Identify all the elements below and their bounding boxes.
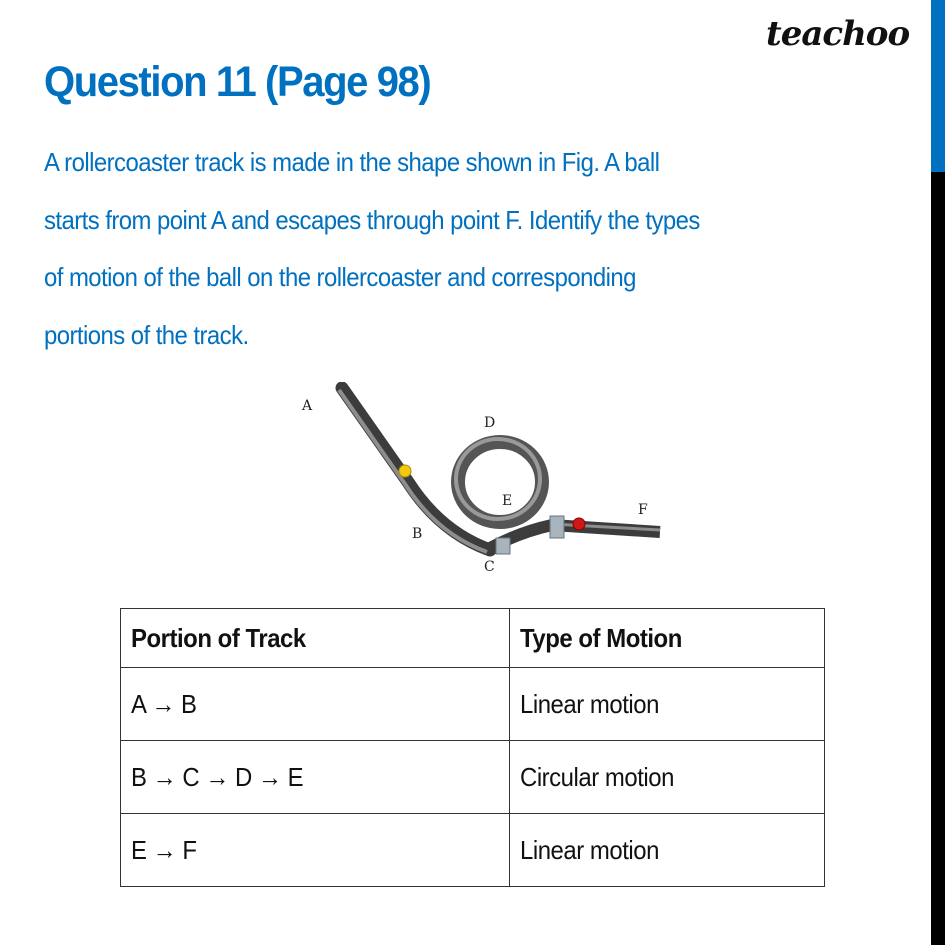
motion-cell: Linear motion xyxy=(510,814,825,887)
table-row xyxy=(121,814,825,887)
column-header-portion: Portion of Track xyxy=(121,609,510,668)
question-line: portions of the track. xyxy=(44,319,249,350)
teachoo-logo: teachoo xyxy=(766,14,910,54)
motion-table xyxy=(120,608,825,887)
table-row xyxy=(121,668,825,741)
portion-cell: A → B xyxy=(121,668,510,741)
motion-cell: Circular motion xyxy=(510,741,825,814)
point-label-c: C xyxy=(484,559,495,575)
question-line: A rollercoaster track is made in the shape shown in Fig. A ball xyxy=(44,147,660,177)
side-accent-bar xyxy=(931,0,945,172)
point-label-e: E xyxy=(502,493,513,509)
point-label-b: B xyxy=(412,526,423,542)
question-line: starts from point A and escapes through point F. Identify the types xyxy=(44,204,700,235)
point-label-f: F xyxy=(638,502,648,518)
page-title: Question 11 (Page 98) xyxy=(44,58,431,106)
point-label-a: A xyxy=(302,398,313,414)
column-header-motion: Type of Motion xyxy=(510,609,825,668)
question-line: of motion of the ball on the rollercoaster and corresponding xyxy=(44,262,636,292)
rollercoaster-figure xyxy=(290,382,670,582)
table-header-row xyxy=(121,609,825,668)
portion-cell: E → F xyxy=(121,814,510,887)
question-text xyxy=(44,134,924,364)
motion-cell: Linear motion xyxy=(510,668,825,741)
table-row xyxy=(121,741,825,814)
side-dark-bar xyxy=(931,172,945,945)
portion-cell: B → C → D → E xyxy=(121,741,510,814)
rollercoaster-track-illustration xyxy=(290,382,670,582)
point-label-d: D xyxy=(484,415,496,431)
